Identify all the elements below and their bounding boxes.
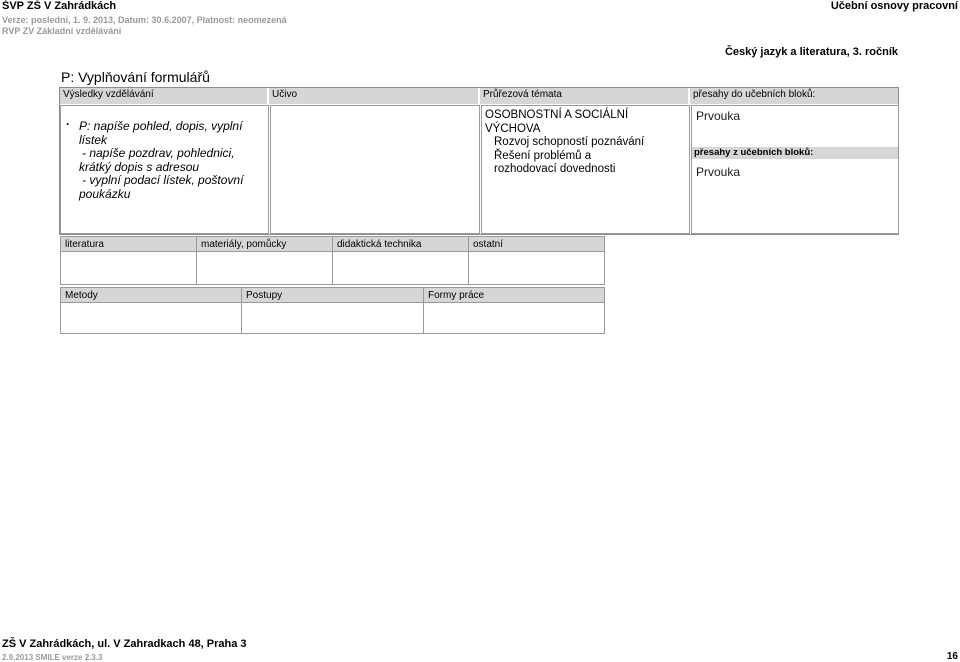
header-methods: Metody xyxy=(60,287,242,303)
rvp-info: RVP ZV Základní vzdělávání xyxy=(2,26,122,36)
materials-cell xyxy=(196,251,333,285)
result-line: lístek xyxy=(79,132,108,147)
procedures-cell xyxy=(241,302,424,334)
result-line: - vyplní podací lístek, poštovní xyxy=(82,173,244,187)
header-results: Výsledky vzdělávání xyxy=(60,88,267,104)
other-cell xyxy=(468,251,605,285)
header-cross-topics: Průřezová témata xyxy=(480,88,688,104)
bullet-marker: · xyxy=(66,117,70,131)
header-overlaps-to: přesahy do učebních bloků: xyxy=(690,88,898,104)
result-line: poukázku xyxy=(79,186,131,201)
overlap-from-header: přesahy z učebních bloků: xyxy=(692,147,898,159)
result-line: P: napíše pohled, dopis, vyplní xyxy=(79,119,243,133)
header-procedures: Postupy xyxy=(241,287,424,303)
cross-topic-title: OSOBNOSTNÍ A SOCIÁLNÍ xyxy=(485,109,629,121)
header-didactic-tech: didaktická technika xyxy=(332,236,469,252)
cross-topics-cell xyxy=(481,105,690,234)
version-info: Verze: poslední, 1. 9. 2013, Datum: 30.6.2007, Platnost: neomezená xyxy=(2,15,287,25)
curriculum-cell xyxy=(270,105,480,234)
cross-topic-title: VÝCHOVA xyxy=(485,122,541,135)
methods-cell xyxy=(60,302,242,334)
header-work-forms: Formy práce xyxy=(423,287,605,303)
results-list xyxy=(66,117,244,201)
results-cell xyxy=(60,105,269,234)
result-line: krátký dopis s adresou xyxy=(79,159,200,174)
topic-title: P: Vyplňování formulářů xyxy=(61,69,210,85)
overlaps-cell xyxy=(691,105,899,234)
cross-topics-content xyxy=(485,109,644,177)
literature-cell xyxy=(60,251,197,285)
header-materials: materiály, pomůcky xyxy=(196,236,333,252)
footer-address: ZŠ V Zahrádkách, ul. V Zahradkach 48, Praha 3 xyxy=(2,638,247,650)
work-forms-cell xyxy=(423,302,605,334)
header-other: ostatní xyxy=(468,236,605,252)
overlap-to-label: Prvouka xyxy=(696,109,741,123)
document-type: Učební osnovy pracovní xyxy=(830,0,958,12)
cross-topic-item: Rozvoj schopností poznávání xyxy=(494,136,645,148)
school-name: ŠVP ZŠ V Zahrádkách xyxy=(2,0,117,12)
didactic-tech-cell xyxy=(332,251,469,285)
header-literature: literatura xyxy=(60,236,197,252)
page-number: 16 xyxy=(946,651,958,662)
header-curriculum: Učivo xyxy=(269,88,478,104)
overlap-from-label: Prvouka xyxy=(696,165,741,179)
result-line: - napíše pozdrav, pohlednici, xyxy=(82,146,235,160)
subject-title: Český jazyk a literatura, 3. ročník xyxy=(724,46,898,58)
footer-date: 2.9.2013 SMILE verze 2.3.3 xyxy=(2,653,103,662)
cross-topic-item: rozhodovací dovednosti xyxy=(494,163,616,175)
cross-topic-item: Řešení problémů a xyxy=(494,149,592,162)
